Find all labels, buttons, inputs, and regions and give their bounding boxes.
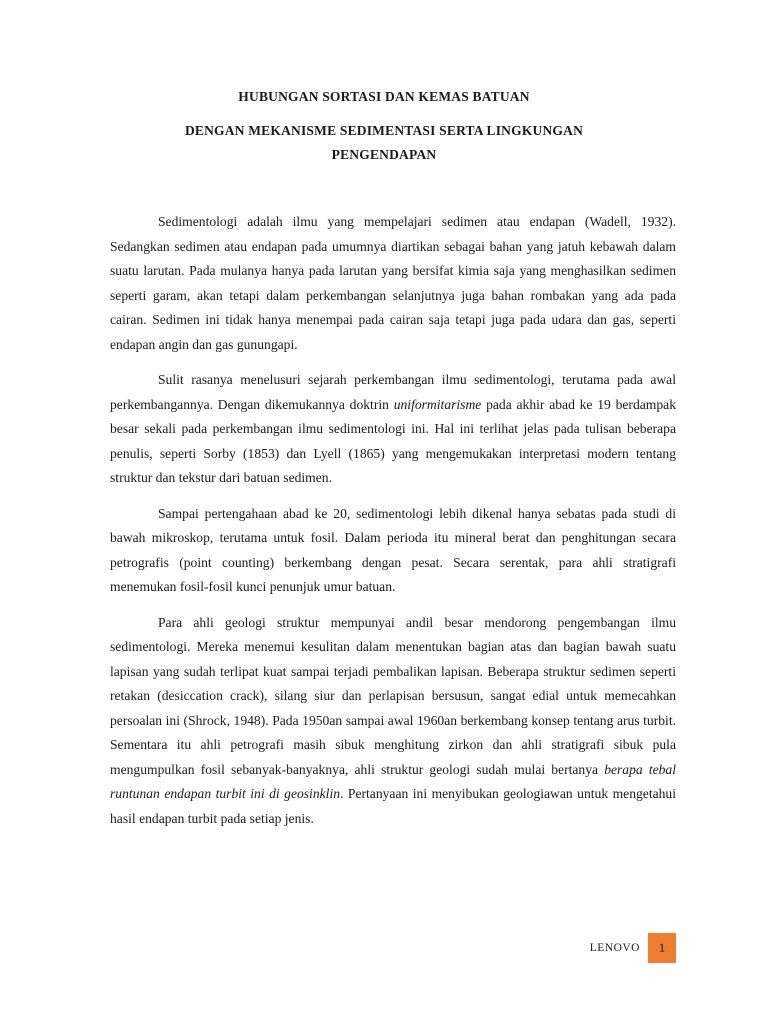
paragraph-1-text: Sedimentologi adalah ilmu yang mempelajari sedimen atau endapan (Wadell, 1932). Sedangkan sedimen atau endapan pada umumnya diartikan sebagai bahan yang jatuh kebawah dalam suatu larutan. Pada mulanya hanya pada larutan yang bersifat kimia saja yang menghasilkan sedimen seperti garam, akan tetapi dalam perkembangan selanjutnya juga bahan rombakan yang ada pada cairan. Sedimen ini tidak hanya menempai pada cairan saja tetapi juga pada udara dan gas, seperti endapan angin dan gas gunungapi.	[110, 214, 676, 352]
page-number-badge: 1	[648, 933, 676, 963]
paragraph-4-text-a: Para ahli geologi struktur mempunyai andil besar mendorong pengembangan ilmu sedimentologi. Mereka menemui kesulitan dalam menentukan bagian atas dan bagian bawah suatu lapisan yang sudah terlipat kuat sampai terjadi pembalikan lapisan. Beberapa struktur sedimen seperti retakan (desiccation crack), silang siur dan perlapisan bersusun, sangat edial untuk memecahkan persoalan ini (Shrock, 1948). Pada 1950an sampai awal 1960an berkembang konsep tentang arus turbit. Sementara itu ahli petrografi masih sibuk menghitung zirkon dan ahli stratigrafi sibuk pula mengumpulkan fosil sebanyak-banyaknya, ahli struktur geologi sudah mulai bertanya	[110, 614, 676, 777]
title-block	[0, 85, 768, 167]
paragraph-1	[110, 210, 676, 357]
paragraph-3-text: Sampai pertengahaan abad ke 20, sedimentologi lebih dikenal hanya sebatas pada studi di bawah mikroskop, terutama untuk fosil. Dalam perioda itu mineral berat dan penghitungan secara petrografis (point counting) berkembang dengan pesat. Secara serentak, para ahli stratigrafi menemukan fosil-fosil kunci penunjuk umur batuan.	[110, 505, 676, 594]
paragraph-3	[110, 502, 676, 600]
paragraph-2-text-b: pada akhir abad ke 19 berdampak besar sekali pada perkembangan ilmu sedimentologi ini. Hal ini terlihat jelas pada tulisan beberapa penulis, seperti Sorby (1853) dan Lyell (1865) yang mengemukakan interpretasi modern tentang struktur dan tekstur dari batuan sedimen.	[110, 396, 676, 485]
paragraph-4	[110, 611, 676, 832]
paragraph-2-text-a: Sulit rasanya menelusuri sejarah perkembangan ilmu sedimentologi, terutama pada awal perkembangannya. Dengan dikemukannya doktrin	[110, 372, 676, 412]
footer-label: LENOVO	[589, 942, 640, 954]
paragraph-4-italic-question: berapa tebal runtunan endapan turbit ini di geosinklin	[110, 761, 677, 801]
paragraph-2	[110, 368, 676, 491]
document-title-line-2: DENGAN MEKANISME SEDIMENTASI SERTA LINGKUNGAN	[184, 123, 584, 138]
document-title-line-3: PENGENDAPAN	[331, 147, 437, 162]
paragraph-4-text-b: . Pertanyaan ini menyibukan geologiawan untuk mengetahui hasil endapan turbit pada setiap jenis.	[110, 786, 677, 826]
paragraph-2-italic-term: uniformitarisme	[393, 396, 482, 412]
document-body	[110, 210, 676, 842]
document-title-line-1: HUBUNGAN SORTASI DAN KEMAS BATUAN	[238, 89, 530, 104]
page-footer	[590, 933, 676, 963]
